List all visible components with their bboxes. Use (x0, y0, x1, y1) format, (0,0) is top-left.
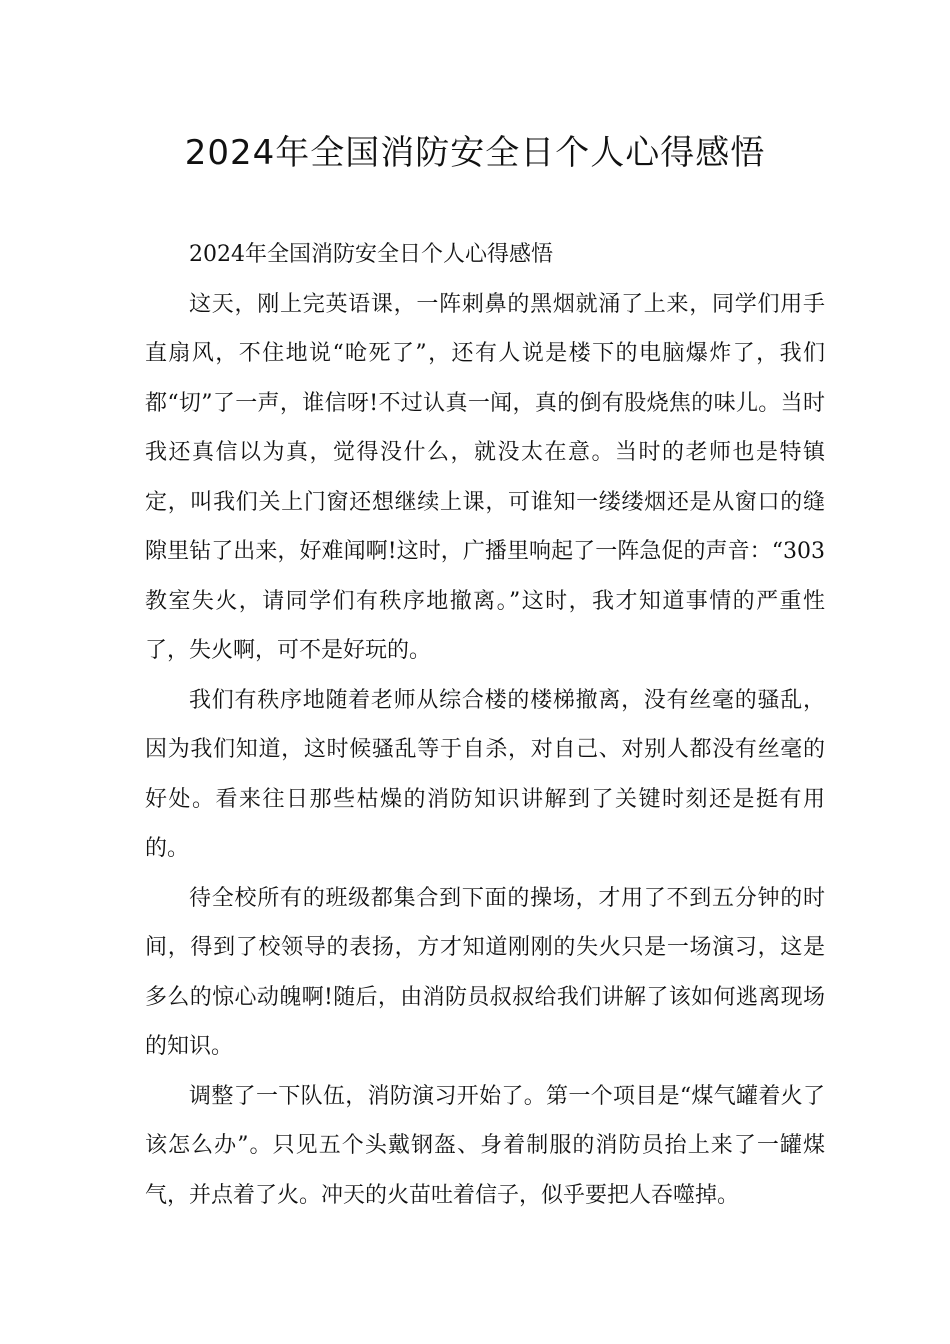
paragraph: 我们有秩序地随着老师从综合楼的楼梯撤离，没有丝毫的骚乱，因为我们知道，这时候骚乱等于自杀，对自己、对别人都没有丝毫的好处。看来往日那些枯燥的消防知识讲解到了关键时刻还是挺有用的。 (145, 687, 825, 861)
paragraph-subtitle: 2024年全国消防安全日个人心得感悟 (189, 242, 553, 267)
document-body (145, 230, 825, 1220)
document-title: 2024年全国消防安全日个人心得感悟 (184, 133, 766, 173)
paragraph: 调整了一下队伍，消防演习开始了。第一个项目是“煤气罐着火了该怎么办”。只见五个头戴钢盔、身着制服的消防员抬上来了一罐煤气，并点着了火。冲天的火苗吐着信子，似乎要把人吞噬掉。 (145, 1083, 825, 1208)
paragraph: 待全校所有的班级都集合到下面的操场，才用了不到五分钟的时间，得到了校领导的表扬，方才知道刚刚的失火只是一场演习，这是多么的惊心动魄啊!随后，由消防员叔叔给我们讲解了该如何逃离现场的知识。 (145, 885, 825, 1059)
paragraph: 这天，刚上完英语课，一阵刺鼻的黑烟就涌了上来，同学们用手直扇风，不住地说“呛死了”，还有人说是楼下的电脑爆炸了，我们都“切”了一声，谁信呀!不过认真一闻，真的倒有股烧焦的味儿。当时我还真信以为真，觉得没什么，就没太在意。当时的老师也是特镇定，叫我们关上门窗还想继续上课，可谁知一缕缕烟还是从窗口的缝隙里钻了出来，好难闻啊!这时，广播里响起了一阵急促的声音：“303教室失火，请同学们有秩序地撤离。”这时，我才知道事情的严重性了，失火啊，可不是好玩的。 (145, 291, 825, 663)
